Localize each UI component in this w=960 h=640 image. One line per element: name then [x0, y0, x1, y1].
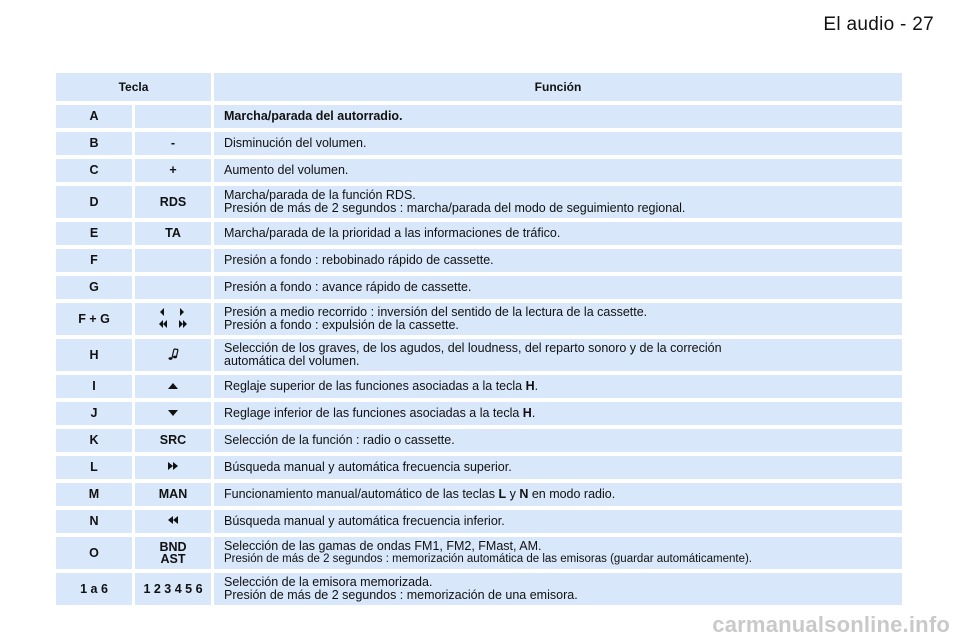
button-label: AST	[160, 552, 186, 566]
description-text: .	[531, 406, 536, 420]
function-description	[214, 483, 902, 506]
table-row	[56, 510, 902, 533]
button-label: -	[135, 132, 214, 155]
table-row	[56, 132, 902, 155]
key-label: N	[56, 510, 135, 533]
function-description	[214, 303, 902, 335]
description-line: automática del volumen.	[224, 354, 360, 368]
description-text: .	[534, 379, 539, 393]
function-description	[214, 186, 902, 218]
description-text: y	[506, 487, 520, 501]
function-description	[214, 537, 902, 569]
key-label: K	[56, 429, 135, 452]
fast-forward-icon	[166, 461, 180, 471]
function-description: Presión a fondo : avance rápido de cassette.	[214, 276, 902, 299]
table-row	[56, 105, 902, 128]
key-reference: H	[525, 379, 535, 393]
up-arrow-icon	[167, 382, 179, 390]
function-description: Marcha/parada del autorradio.	[214, 105, 902, 128]
description-line: Marcha/parada de la función RDS.	[224, 188, 416, 202]
button-cell	[135, 402, 214, 425]
table-row	[56, 456, 902, 479]
table-row	[56, 339, 902, 371]
function-description	[214, 402, 902, 425]
description-line: Selección de los graves, de los agudos, del loudness, del reparto sonoro y de la correción	[224, 341, 722, 355]
button-cell	[135, 276, 214, 299]
key-label: E	[56, 222, 135, 245]
function-table	[56, 69, 902, 609]
table-header-row	[56, 73, 902, 101]
key-label: F + G	[56, 303, 135, 335]
watermark: carmanualsonline.info	[712, 612, 950, 637]
function-description: Aumento del volumen.	[214, 159, 902, 182]
description-line: Selección de las gamas de ondas FM1, FM2, FMast, AM.	[224, 539, 542, 553]
rewind-icon	[166, 515, 180, 525]
key-label: I	[56, 375, 135, 398]
column-header-function: Función	[214, 73, 902, 101]
key-reference: L	[498, 487, 507, 501]
key-label: G	[56, 276, 135, 299]
button-cell	[135, 510, 214, 533]
key-label: O	[56, 537, 135, 569]
table-row	[56, 249, 902, 272]
table-row	[56, 186, 902, 218]
button-cell	[135, 375, 214, 398]
button-cell	[135, 303, 214, 335]
key-label: B	[56, 132, 135, 155]
left-right-arrows-icon	[155, 306, 191, 330]
description-line: Presión a medio recorrido : inversión del sentido de la lectura de la cassette.	[224, 305, 648, 319]
function-description: Marcha/parada de la prioridad a las informaciones de tráfico.	[214, 222, 902, 245]
function-description: Búsqueda manual y automática frecuencia superior.	[214, 456, 902, 479]
table-row	[56, 159, 902, 182]
button-cell	[135, 456, 214, 479]
button-label: TA	[135, 222, 214, 245]
table-row	[56, 573, 902, 605]
function-description	[214, 375, 902, 398]
key-label: F	[56, 249, 135, 272]
function-description: Presión a fondo : rebobinado rápido de cassette.	[214, 249, 902, 272]
key-label: H	[56, 339, 135, 371]
description-text: Funcionamiento manual/automático de las teclas	[224, 487, 499, 501]
description-text: en modo radio.	[528, 487, 616, 501]
function-description: Disminución del volumen.	[214, 132, 902, 155]
table-row	[56, 303, 902, 335]
button-label: 1 2 3 4 5 6	[135, 573, 214, 605]
description-text: Reglaje superior de las funciones asociadas a la tecla	[224, 379, 526, 393]
table-row	[56, 375, 902, 398]
key-reference: N	[519, 487, 529, 501]
button-cell	[135, 537, 214, 569]
function-description	[214, 573, 902, 605]
description-line: Presión de más de 2 segundos : marcha/parada del modo de seguimiento regional.	[224, 201, 686, 215]
key-label: C	[56, 159, 135, 182]
function-description: Búsqueda manual y automática frecuencia inferior.	[214, 510, 902, 533]
button-label: +	[135, 159, 214, 182]
down-arrow-icon	[167, 409, 179, 417]
table-row	[56, 222, 902, 245]
key-label: J	[56, 402, 135, 425]
key-label: A	[56, 105, 135, 128]
key-reference: H	[522, 406, 532, 420]
music-note-icon	[166, 347, 180, 361]
key-label: L	[56, 456, 135, 479]
key-label: M	[56, 483, 135, 506]
function-description	[214, 339, 902, 371]
key-label: 1 a 6	[56, 573, 135, 605]
button-label: RDS	[135, 186, 214, 218]
description-line: Presión de más de 2 segundos : memorización de una emisora.	[224, 588, 578, 602]
button-label: MAN	[135, 483, 214, 506]
description-line: Presión de más de 2 segundos : memorización automática de las emisoras (guardar automáticamente).	[224, 553, 752, 565]
button-cell	[135, 339, 214, 371]
function-description: Selección de la función : radio o cassette.	[214, 429, 902, 452]
table-row	[56, 276, 902, 299]
table-row	[56, 483, 902, 506]
table-row	[56, 402, 902, 425]
description-line: Selección de la emisora memorizada.	[224, 575, 433, 589]
description-line: Presión a fondo : expulsión de la cassette.	[224, 318, 459, 332]
table-row	[56, 429, 902, 452]
description-text: Reglage inferior de las funciones asociadas a la tecla	[224, 406, 523, 420]
table-row	[56, 537, 902, 569]
button-label: SRC	[135, 429, 214, 452]
column-header-key: Tecla	[56, 73, 214, 101]
page-title: El audio - 27	[823, 14, 934, 35]
button-label: BND	[159, 540, 187, 554]
key-label: D	[56, 186, 135, 218]
button-cell	[135, 249, 214, 272]
button-cell	[135, 105, 214, 128]
